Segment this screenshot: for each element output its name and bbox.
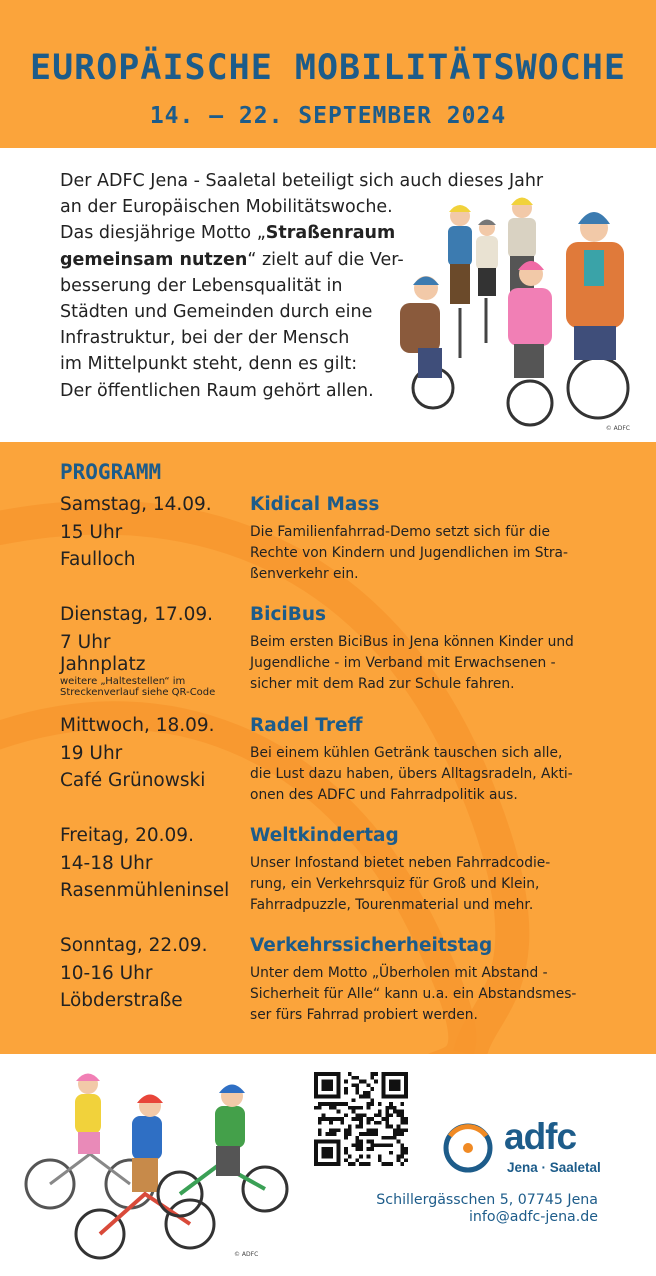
event-description: [250, 743, 610, 805]
address-text: Schillergässchen 5, 07745 Jena: [376, 1192, 598, 1208]
event-description-line: rung, ein Verkehrsquiz für Groß und Klein,: [250, 875, 540, 892]
motto-text: Straßenraum: [265, 223, 396, 244]
event-place: Rasenmühleninsel: [60, 880, 230, 901]
event-day: Freitag, 20.09.: [60, 825, 194, 846]
event-time: 19 Uhr: [60, 743, 123, 764]
cyclist-figure: [566, 212, 628, 418]
intro-text-part: “ zielt auf die Ver-: [247, 249, 404, 270]
qr-code[interactable]: [314, 1072, 408, 1166]
event-place: Löbderstraße: [60, 990, 183, 1011]
intro-line: Städten und Gemeinden durch eine: [60, 302, 373, 323]
kids-cycling-illustration: [20, 1064, 300, 1264]
program-section: [0, 442, 656, 1054]
event-description-line: Die Familienfahrrad-Demo setzt sich für die: [250, 524, 550, 540]
event-day: Sonntag, 22.09.: [60, 935, 208, 956]
footer: [0, 1054, 656, 1276]
event-description-line: sicher mit dem Rad zur Schule fahren.: [250, 675, 515, 692]
event-time: 7 Uhr: [60, 632, 111, 653]
event-dates: 14. – 22. SEPTEMBER 2024: [149, 103, 507, 129]
event-time: 15 Uhr: [60, 522, 123, 543]
event-day: Dienstag, 17.09.: [60, 604, 214, 625]
event-note-line: weitere „Haltestellen“ im: [60, 676, 186, 687]
event-day: Mittwoch, 18.09.: [60, 715, 215, 736]
intro-line: Der ADFC Jena - Saaletal beteiligt sich auch dieses Jahr: [60, 171, 544, 191]
event-description-line: Unser Infostand bietet neben Fahrradcodie-: [250, 855, 551, 871]
header-banner: [0, 0, 656, 148]
image-credit: © ADFC: [605, 425, 630, 432]
event-time: 14-18 Uhr: [60, 853, 153, 874]
event-description-line: Rechte von Kindern und Jugendlichen im Stra-: [250, 544, 568, 561]
event-description-line: Sicherheit für Alle“ kann u.a. ein Abstandsmes-: [250, 985, 577, 1002]
event-description-line: ßenverkehr ein.: [250, 565, 359, 582]
event-description: [250, 853, 610, 915]
event-description: [250, 522, 610, 584]
intro-section: [0, 148, 656, 442]
cyclist-figure: [158, 1085, 287, 1217]
event-place: Café Grünowski: [60, 770, 206, 791]
intro-line: an der Europäischen Mobilitätswoche.: [60, 197, 393, 218]
event-place: Faulloch: [60, 549, 136, 570]
intro-line: besserung der Lebensqualität in: [60, 275, 343, 296]
event-note-line: Streckenverlauf siehe QR-Code: [60, 687, 216, 698]
page-title: EUROPÄISCHE MOBILITÄTSWOCHE: [30, 48, 626, 88]
intro-line: im Mittelpunkt steht, denn es gilt:: [60, 354, 358, 375]
event-time: 10-16 Uhr: [60, 963, 153, 984]
event-title: Weltkindertag: [250, 825, 399, 846]
cyclist-figure: [476, 220, 498, 344]
event-description-line: ser fürs Fahrrad probiert werden.: [250, 1006, 478, 1023]
intro-text-part: Das diesjährige Motto „: [60, 223, 266, 244]
event-title: Radel Treff: [250, 715, 363, 736]
intro-line: Der öffentlichen Raum gehört allen.: [60, 380, 374, 401]
motto-text: gemeinsam nutzen: [60, 249, 248, 270]
event-place: Jahnplatz: [60, 654, 146, 675]
event-description-line: Beim ersten BiciBus in Jena können Kinder und: [250, 634, 574, 650]
cyclists-illustration: [388, 188, 644, 438]
event-title: Verkehrssicherheitstag: [250, 935, 493, 956]
cyclist-figure: [448, 205, 472, 358]
event-description-line: die Lust dazu haben, übers Alltagsradeln, Akti-: [250, 765, 573, 782]
event-description: [250, 632, 610, 694]
event-description-line: Jugendliche - im Verband mit Erwachsenen -: [250, 654, 556, 671]
event-title: BiciBus: [250, 604, 327, 625]
event-description-line: onen des ADFC und Fahrradpolitik aus.: [250, 786, 518, 803]
event-day: Samstag, 14.09.: [60, 494, 212, 515]
event-description-line: Fahrradpuzzle, Tourenmaterial und mehr.: [250, 896, 534, 913]
program-heading: PROGRAMM: [60, 460, 162, 484]
event-description-line: Unter dem Motto „Überholen mit Abstand -: [250, 965, 548, 981]
adfc-logo-subtitle: Jena · Saaletal: [507, 1160, 601, 1175]
email-link[interactable]: info@adfc-jena.de: [468, 1209, 598, 1225]
cyclist-figure: [400, 276, 453, 408]
adfc-logo-text: adfc: [504, 1116, 577, 1157]
intro-line: Infrastruktur, bei der der Mensch: [60, 328, 350, 349]
event-description: [250, 963, 610, 1025]
event-description-line: Bei einem kühlen Getränk tauschen sich alle,: [250, 745, 563, 761]
event-note: [60, 676, 215, 698]
image-credit: © ADFC: [234, 1251, 259, 1258]
event-title: Kidical Mass: [250, 494, 380, 515]
